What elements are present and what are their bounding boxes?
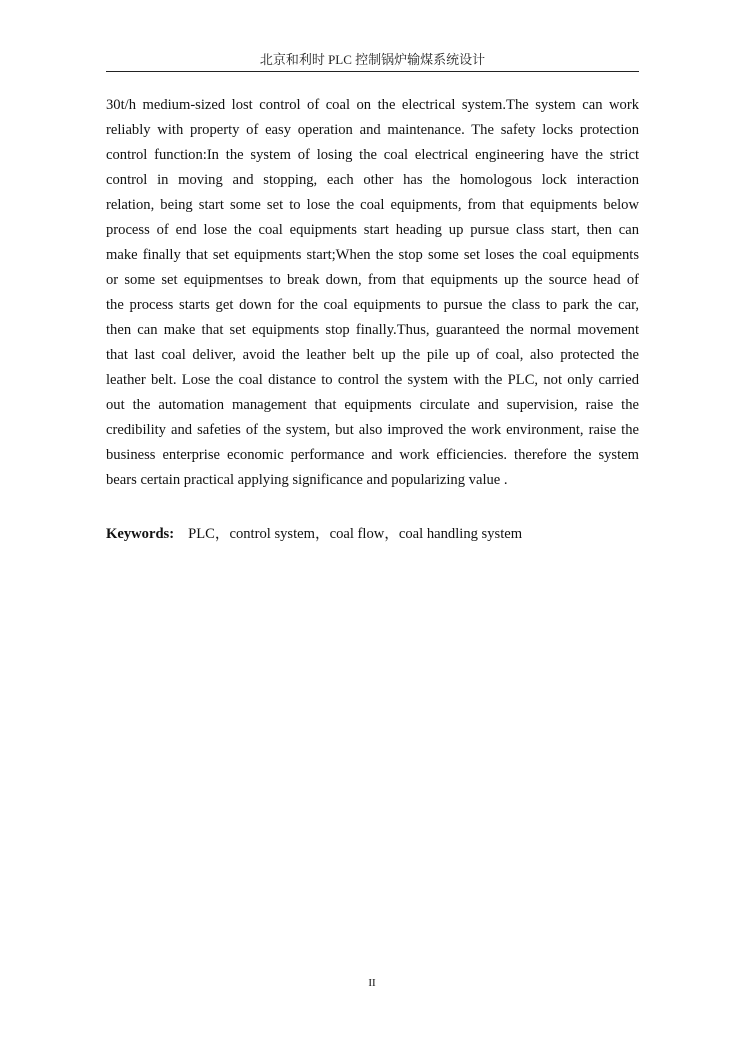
abstract-line: make finally that set equipments start;When the stop some set loses the coal equipments bbox=[106, 247, 639, 263]
abstract-line: the process starts get down for the coal equipments to pursue the class to park the car, bbox=[106, 297, 639, 313]
keywords-label: Keywords: bbox=[106, 526, 175, 542]
abstract-line: or some set equipmentses to break down, from that equipments up the source head of bbox=[106, 272, 639, 288]
page-header bbox=[106, 50, 639, 72]
abstract-line: that last coal deliver, avoid the leather belt up the pile up of coal, also protected the bbox=[106, 347, 639, 363]
abstract-line: process of end lose the coal equipments start heading up pursue class start, then can bbox=[106, 222, 639, 238]
abstract-line: bears certain practical applying significance and popularizing value . bbox=[106, 472, 508, 488]
abstract-line: relation, being start some set to lose the coal equipments, from that equipments below bbox=[106, 197, 639, 213]
abstract-line: reliably with property of easy operation and maintenance. The safety locks protection bbox=[106, 122, 639, 138]
page-number: II bbox=[368, 977, 376, 989]
abstract-body bbox=[106, 93, 639, 493]
abstract-line: control in moving and stopping, each other has the homologous lock interaction bbox=[106, 172, 639, 188]
keywords-value: PLC，control system，coal flow，coal handling system bbox=[188, 526, 523, 542]
keywords bbox=[106, 522, 639, 547]
abstract-line: business enterprise economic performance and work efficiencies. therefore the system bbox=[106, 447, 639, 463]
abstract-line: control function:In the system of losing the coal electrical engineering have the strict bbox=[106, 147, 639, 163]
abstract-line: then can make that set equipments stop finally.Thus, guaranteed the normal movement bbox=[106, 322, 639, 338]
abstract-line: out the automation management that equipments circulate and supervision, raise the bbox=[106, 397, 639, 413]
abstract-line: leather belt. Lose the coal distance to control the system with the PLC, not only carried bbox=[106, 372, 639, 388]
abstract-line: 30t/h medium-sized lost control of coal on the electrical system.The system can work bbox=[106, 97, 639, 113]
header-title: 北京和利时 PLC 控制锅炉输煤系统设计 bbox=[259, 52, 486, 67]
abstract-line: credibility and safeties of the system, but also improved the work environment, raise the bbox=[106, 422, 639, 438]
